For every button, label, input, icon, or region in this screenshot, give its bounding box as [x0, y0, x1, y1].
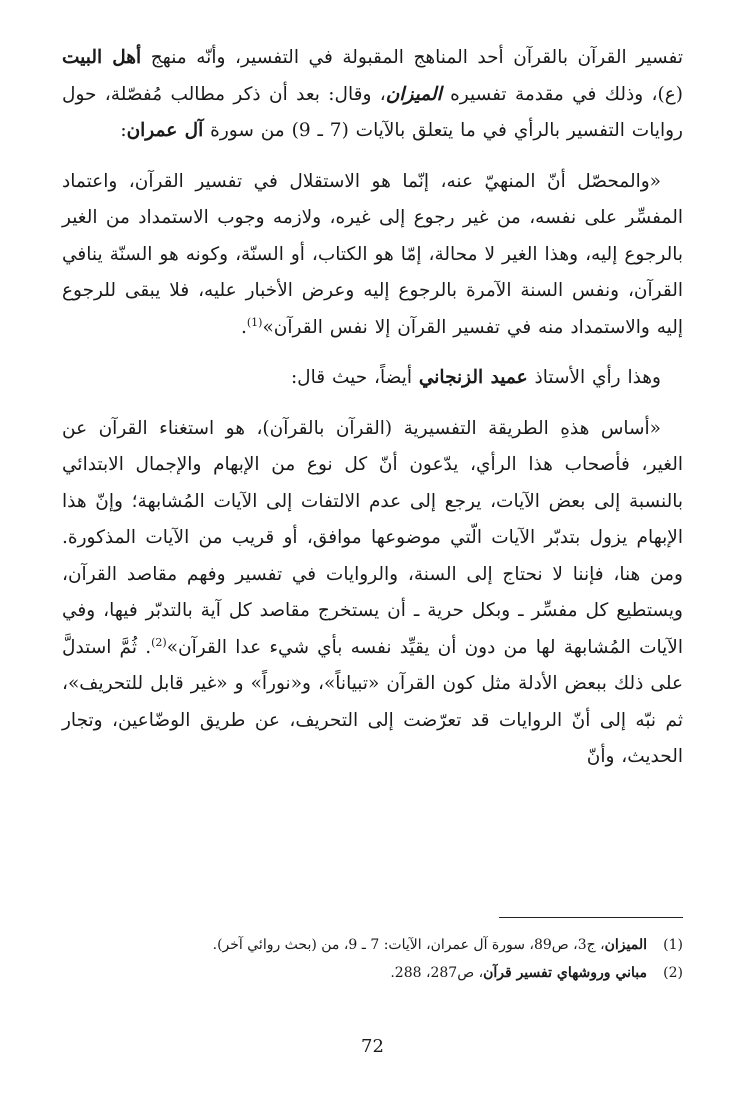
text-run: . [240, 316, 247, 338]
footnote-detail: ، ص287، 288. [390, 965, 484, 981]
footnote-number: (1) [663, 937, 683, 953]
paragraph-3 [62, 360, 683, 397]
author-name: عميد الزنجاني [418, 367, 528, 388]
text-run: . ثُمَّ استدلَّ على ذلك ببعض الأدلة مثل كون القرآن «تبياناً»، و«نوراً» و «غير قابل للتحريف»، ثم نبّه إلى أنّ الروايات قد تعرّضت إلى التحريف، عن طريق الوضّاعين، وتجار الحديث، وأنّ [62, 636, 683, 767]
footnote-2 [62, 959, 683, 987]
footnotes [62, 931, 683, 987]
footnote-ref-2[interactable]: (2) [151, 635, 167, 649]
text-run: ، وقال: بعد أن ذكر مطالب مُفصّلة، حول روايات التفسير بالرأي في ما يتعلق بالآيات (7 ـ 9) من سورة [62, 83, 683, 141]
page-number: 72 [361, 1036, 384, 1057]
footnote-ref-1[interactable]: (1) [246, 315, 263, 329]
footnote-number: (2) [663, 965, 683, 981]
text-run: (ع)، وذلك في مقدمة تفسيره [441, 83, 683, 105]
paragraph-1 [62, 40, 683, 150]
surah-name: آل عمران [126, 120, 204, 141]
text-run: وهذا رأي الأستاذ [527, 367, 661, 388]
ahl-al-bayt-bold: أهل البيت [62, 47, 142, 68]
footnote-1 [62, 931, 683, 959]
paragraph-4-quote [62, 411, 683, 776]
al-mizan-title: الميزان [385, 83, 442, 105]
footnote-source: مباني وروشهاي تفسير قرآن [483, 965, 647, 981]
footnote-divider [499, 917, 683, 918]
text-run: أيضاً، حيث قال: [290, 367, 419, 388]
footnote-body [390, 959, 647, 987]
footnote-detail: ، ج3، ص89، سورة آل عمران، الآيات: 7 ـ 9، من (بحث روائي آخر). [212, 937, 605, 953]
text-run: : [120, 120, 127, 141]
footnote-source: الميزان [604, 937, 647, 953]
quote-text: «والمحصّل أنّ المنهيّ عنه، إنّما هو الاستقلال في تفسير القرآن، واعتماد المفسِّر على نفسه، من غير رجوع إلى غيره، ولازمه وجوب الاستمداد من الغير بالرجوع إليه، وهذا الغير لا محالة، إمّا هو الكتاب، أو السنّة، وكونه هو السنّة ينافي القرآن، ونفس السنة الآمرة بالرجوع إليه وعرض الأخبار عليه، فلا يبقى للرجوع إليه والاستمداد منه في تفسير القرآن إلا نفس القرآن» [62, 170, 683, 338]
paragraph-2-quote [62, 164, 683, 347]
text-run: تفسير القرآن بالقرآن أحد المناهج المقبولة في التفسير، وأنّه منهج [150, 47, 683, 68]
main-text [62, 40, 683, 776]
footnote-body [213, 931, 647, 959]
quote-text: «أساس هذهِ الطريقة التفسيرية (القرآن بالقرآن)، هو استغناء القرآن عن الغير، فأصحاب هذا الرأي، يدّعون أنّ كل نوع من الإبهام والإجمال الابتدائي بالنسبة إلى بعض الآيات، يرجع إلى عدم الالتفات إلى الآيات المُشابهة؛ وإنّ هذا الإبهام يزول بتدبّر الآيات الّتي موضوعها موافق، أو قريب من الآيات المذكورة. ومن هنا، فإننا لا نحتاج إلى السنة، والروايات في تفسير وفهم مقاصد القرآن، ويستطيع كل مفسِّر ـ وبكل حرية ـ أن يستخرج مقاصد كل آية بالتدبّر فيها، وفي الآيات المُشابهة لها من دون أن يقيِّد نفسه بأي شيء عدا القرآن» [62, 417, 683, 658]
